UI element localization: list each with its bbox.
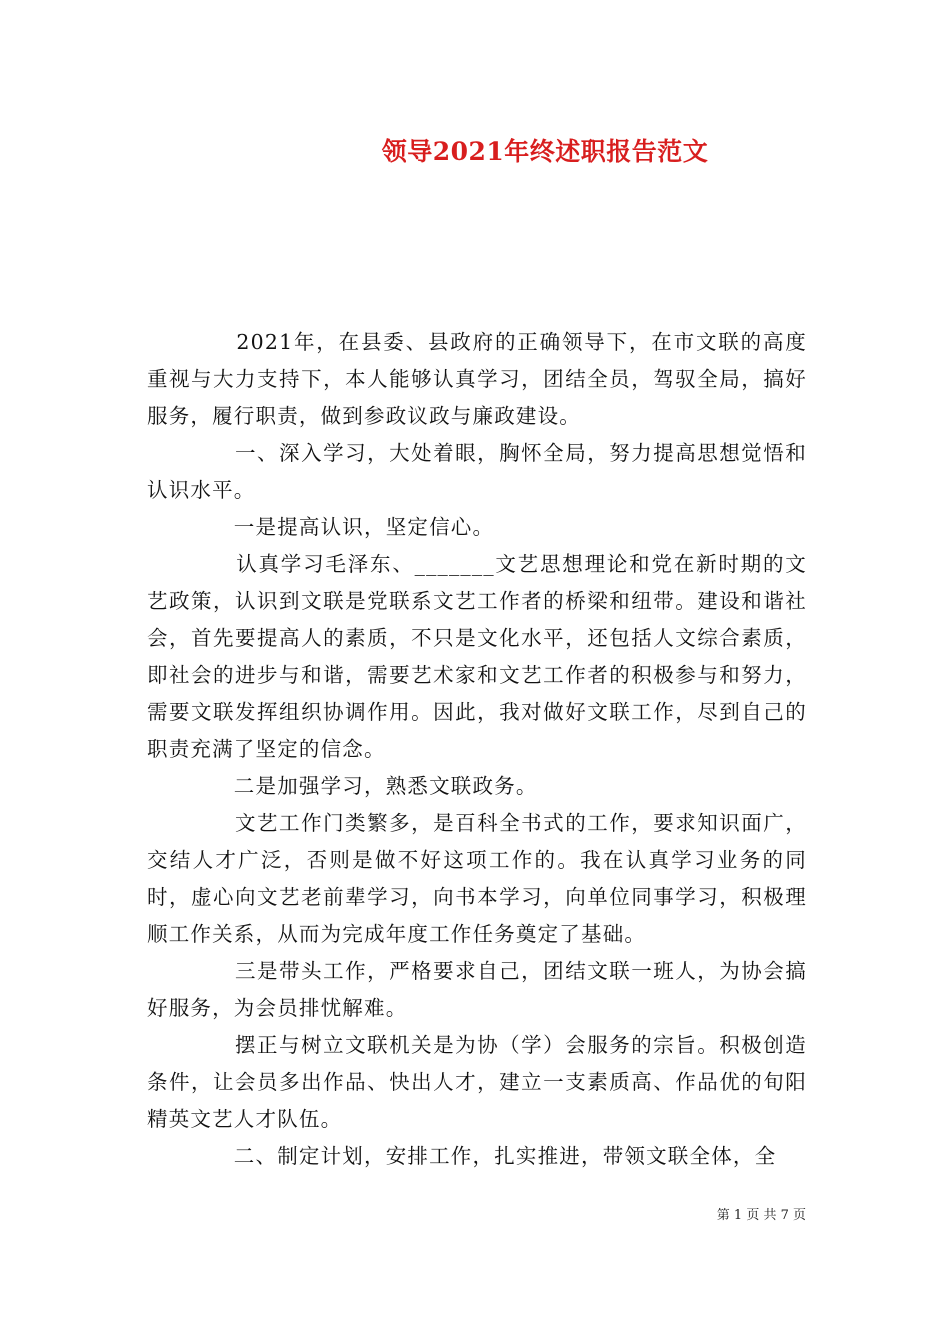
page-number: 第 1 页 共 7 页 [716, 1208, 806, 1223]
section-heading: 一、深入学习，大处着眼，胸怀全局，努力提高思想觉悟和认识水平。 [147, 441, 807, 502]
paragraph: 认真学习毛泽东、_______文艺思想理论和党在新时期的文艺政策，认识到文联是党联系文艺工作者的桥梁和纽带。建设和谐社会，首先要提高人的素质，不只是文化水平，还包括人文综合素质，即社会的进步与和谐，需要艺术家和文艺工作者的积极参与和努力，需要文联发挥组织协调作用。因此，我对做好文联工作，尽到自己的职责充满了坚定的信念。 [147, 552, 807, 761]
subheading: 三是带头工作，严格要求自己，团结文联一班人，为协会搞好服务，为会员排忧解难。 [147, 959, 807, 1020]
section-heading: 二、制定计划，安排工作，扎实推进，带领文联全体，全 [147, 1144, 777, 1168]
subheading: 一是提高认识，坚定信心。 [147, 515, 495, 539]
paragraph: 摆正与树立文联机关是为协（学）会服务的宗旨。积极创造条件，让会员多出作品、快出人才，建立一支素质高、作品优的旬阳精英文艺人才队伍。 [147, 1033, 807, 1131]
paragraph: 2021年，在县委、县政府的正确领导下，在市文联的高度重视与大力支持下，本人能够认真学习，团结全员，驾驭全局，搞好服务，履行职责，做到参政议政与廉政建设。 [147, 330, 807, 428]
paragraph: 文艺工作门类繁多，是百科全书式的工作，要求知识面广，交结人才广泛，否则是做不好这项工作的。我在认真学习业务的同时，虚心向文艺老前辈学习，向书本学习，向单位同事学习，积极理顺工作关系，从而为完成年度工作任务奠定了基础。 [147, 811, 807, 946]
document-body [147, 324, 807, 1175]
document-title: 领导2021年终述职报告范文 [381, 137, 709, 166]
subheading: 二是加强学习，熟悉文联政务。 [147, 774, 538, 798]
